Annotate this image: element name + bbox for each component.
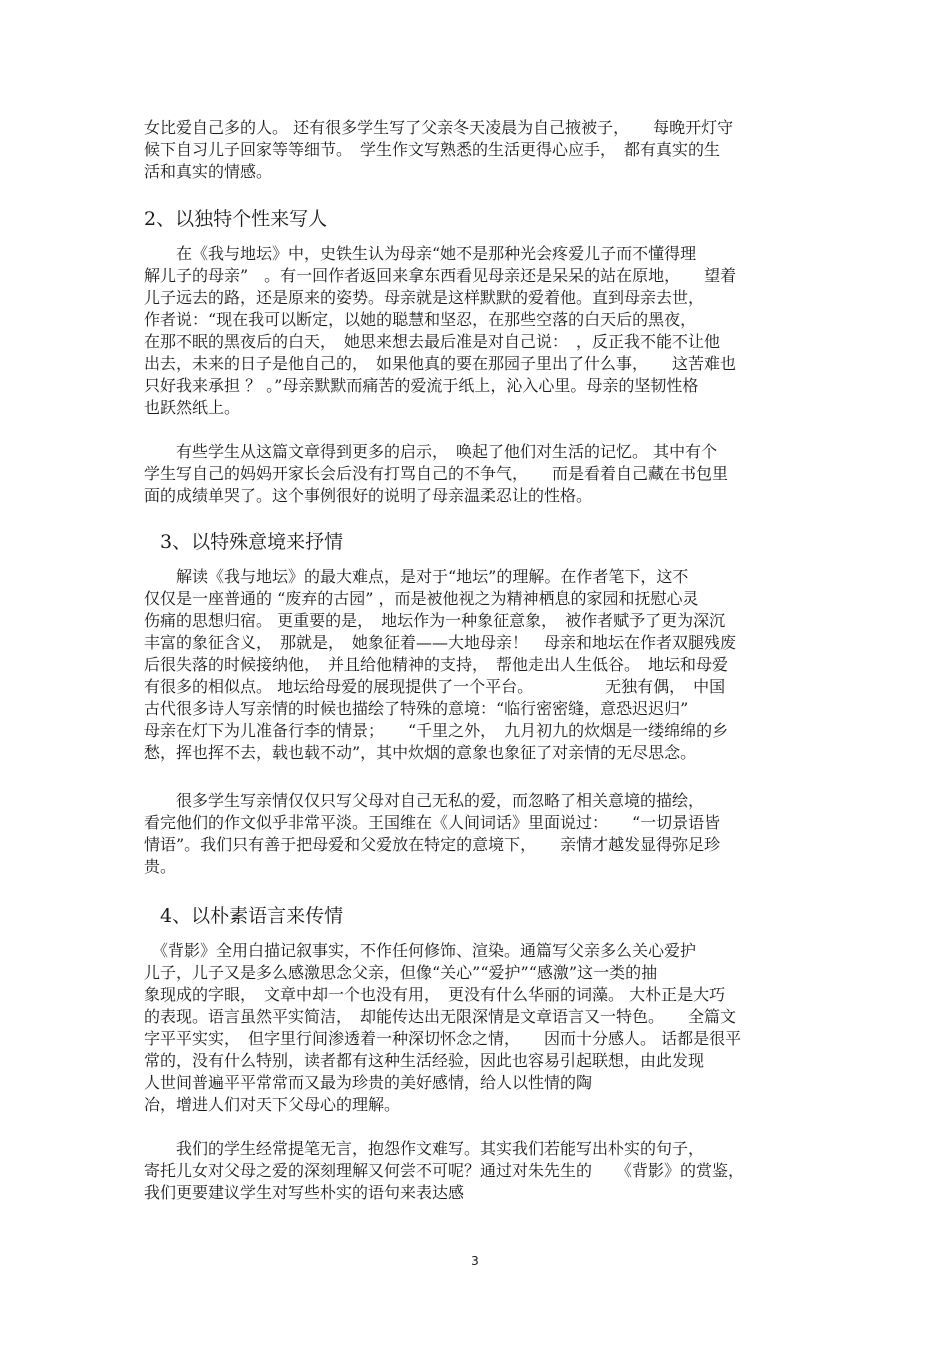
text-line: 儿子，儿子又是多么感激思念父亲，但像“关心”“爱护”“感激”这一类的抽 [144,963,658,982]
text-line: 丰富的象征含义， 那就是， 她象征着——大地母亲！ 母亲和地坛在作者双腿残废 [144,633,737,652]
text-line: 候下自习儿子回家等等细节。 学生作文写熟悉的生活更得心应手， 都有真实的生 [144,140,721,159]
text-line: 面的成绩单哭了。这个事例很好的说明了母亲温柔忍让的性格。 [144,486,593,505]
section-4-paragraph-1 [144,940,808,1116]
text-line: 仅仅是一座普通的 “废弃的古园” ，而是被他视之为精神栖息的家园和抚慰心灵 [144,589,699,608]
text-line: 的表现。语言虽然平实简洁， 却能传达出无限深情是文章语言又一特色。 全篇文 [144,1007,737,1026]
section-heading-3: 3、以特殊意境来抒情 [160,531,344,553]
text-line: 儿子远去的路，还是原来的姿势。母亲就是这样默默的爱着他。直到母亲去世， [144,288,705,307]
text-line: 女比爱自己多的人。 还有很多学生写了父亲冬天凌晨为自己掖被子， 每晚开灯守 [144,118,734,137]
text-line: 解儿子的母亲” 。有一回作者返回来拿东西看见母亲还是呆呆的站在原地， 望着 [144,266,737,285]
text-line: 《背影》全用白描记叙事实，不作任何修饰、渲染。通篇写父亲多么关心爱护 [144,941,697,960]
text-line: 有很多的相似点。 地坛给母爱的展现提供了一个平台。 无独有偶， 中国 [144,677,726,696]
text-line: 冶，增进人们对天下父母心的理解。 [144,1095,401,1114]
text-line: 很多学生写亲情仅仅只写父母对自己无私的爱，而忽略了相关意境的描绘， [144,791,705,810]
text-line: 情语”。我们只有善于把母爱和父爱放在特定的意境下， 亲情才越发显得弥足珍 [144,835,721,854]
text-line: 常的，没有什么特别，读者都有这种生活经验，因此也容易引起联想，由此发现 [144,1051,705,1070]
text-line: 字平平实实， 但字里行间渗透着一种深切怀念之情， 因而十分感人。 话都是很平 [144,1029,742,1048]
section-2-paragraph-2 [144,441,808,507]
text-line: 母亲在灯下为儿准备行李的情景； “千里之外， 九月初九的炊烟是一缕绵绵的乡 [144,721,729,740]
text-line: 愁，挥也挥不去，载也载不动”，其中炊烟的意象也象征了对亲情的无尽思念。 [144,743,697,762]
text-line: 在那不眠的黑夜后的白天， 她思来想去最后准是对自己说： ，反正我不能不让他 [144,332,721,351]
text-line: 活和真实的情感。 [144,162,273,181]
text-line: 也跃然纸上。 [144,398,241,417]
text-line: 象现成的字眼， 文章中却一个也没有用， 更没有什么华丽的词藻。 大朴正是大巧 [144,985,726,1004]
text-line: 伤痛的思想归宿。 更重要的是， 地坛作为一种象征意象， 被作者赋予了更为深沉 [144,611,726,630]
text-line: 我们更要建议学生对写些朴实的语句来表达感 [144,1183,465,1202]
section-4-paragraph-2 [144,1138,808,1204]
text-line: 作者说：“现在我可以断定，以她的聪慧和坚忍，在那些空落的白天后的黑夜， [144,310,697,329]
text-line: 贵。 [144,857,177,876]
section-heading-4: 4、以朴素语言来传情 [160,905,344,927]
text-line: 人世间普遍平平常常而又最为珍贵的美好感情，给人以性情的陶 [144,1073,593,1092]
text-line: 出去，未来的日子是他自己的， 如果他真的要在那园子里出了什么事， 这苦难也 [144,354,737,373]
text-line: 看完他们的作文似乎非常平淡。王国维在《人间词话》里面说过： “一切景语皆 [144,813,721,832]
text-line: 解读《我与地坛》的最大难点，是对于“地坛”的理解。在作者笔下，这不 [144,567,689,586]
text-line: 古代很多诗人写亲情的时候也描绘了特殊的意境：“临行密密缝，意恐迟迟归” [144,699,689,718]
text-line: 寄托儿女对父母之爱的深刻理解又何尝不可呢？通过对朱先生的 《背影》的赏鉴， [144,1161,745,1180]
text-line: 后很失落的时候接纳他， 并且给他精神的支持， 帮他走出人生低谷。 地坛和母爱 [144,655,729,674]
text-line: 在《我与地坛》中，史铁生认为母亲“她不是那种光会疼爱儿子而不懂得理 [144,244,697,263]
text-line: 只好我来承担 ？ 。”母亲默默而痛苦的爱流于纸上，沁入心里。母亲的坚韧性格 [144,376,699,395]
text-line: 我们的学生经常提笔无言，抱怨作文难写。其实我们若能写出朴实的句子， [144,1139,705,1158]
text-line: 学生写自己的妈妈开家长会后没有打骂自己的不争气， 而是看着自己藏在书包里 [144,464,729,483]
section-3-paragraph-2 [144,790,808,878]
section-3-paragraph-1 [144,566,808,764]
text-line: 有些学生从这篇文章得到更多的启示， 唤起了他们对生活的记忆。 其中有个 [144,442,718,461]
section-heading-2: 2、以独特个性来写人 [144,208,328,230]
page-number: 3 [471,1254,479,1268]
intro-paragraph [144,117,808,183]
section-2-paragraph-1 [144,243,808,419]
